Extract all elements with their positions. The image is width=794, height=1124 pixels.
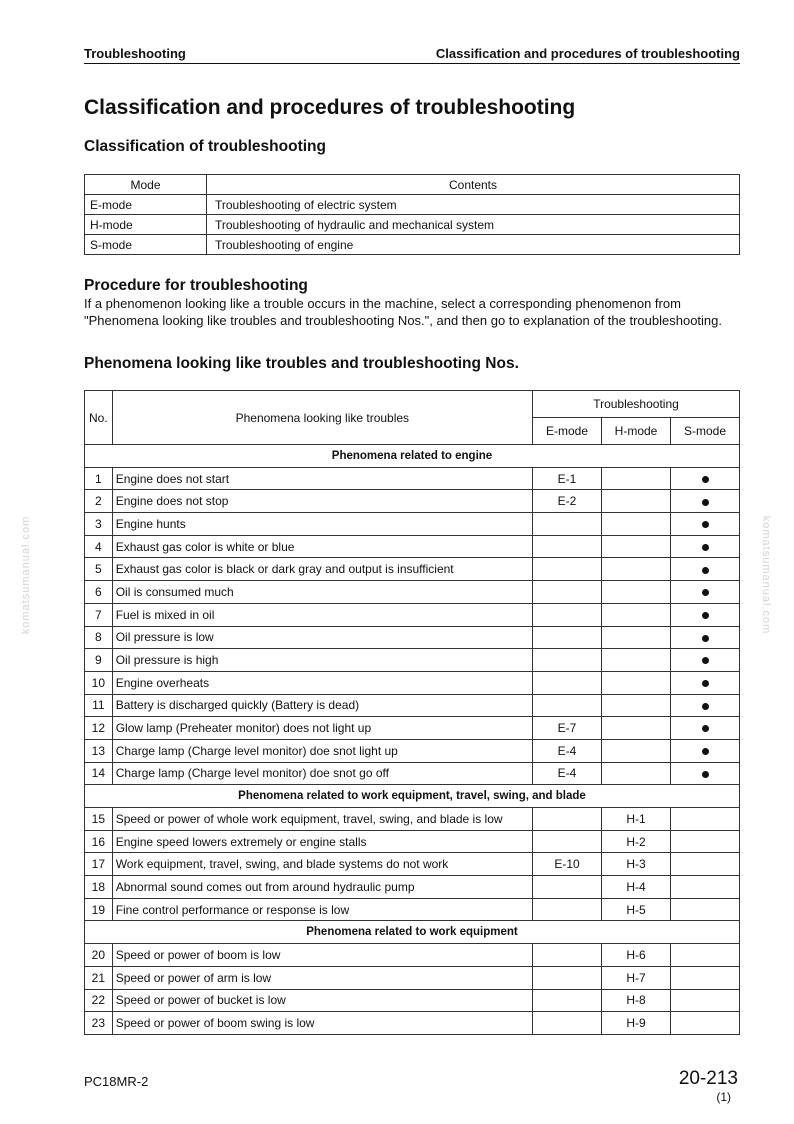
table-row — [85, 966, 740, 989]
applicable-dot-icon — [702, 476, 709, 483]
table-row — [85, 603, 740, 626]
table-row — [85, 558, 740, 581]
row-number: 18 — [85, 876, 113, 899]
classification-row — [85, 215, 740, 235]
table-row — [85, 989, 740, 1012]
contents-cell: Troubleshooting of electric system — [207, 195, 740, 215]
phenomenon-text: Glow lamp (Preheater monitor) does not light up — [112, 717, 532, 740]
h-mode-code — [602, 671, 671, 694]
row-number: 21 — [85, 966, 113, 989]
contents-cell: Troubleshooting of engine — [207, 235, 740, 255]
row-number: 20 — [85, 944, 113, 967]
s-mode-mark — [671, 989, 740, 1012]
row-number: 4 — [85, 535, 113, 558]
group-header-row — [85, 445, 740, 468]
applicable-dot-icon — [702, 567, 709, 574]
row-number: 2 — [85, 490, 113, 513]
h-mode-code: H-5 — [602, 898, 671, 921]
table-row — [85, 467, 740, 490]
column-header-no: No. — [85, 391, 113, 445]
applicable-dot-icon — [702, 725, 709, 732]
table-row — [85, 490, 740, 513]
table-row — [85, 830, 740, 853]
row-number: 1 — [85, 467, 113, 490]
phenomenon-text: Speed or power of arm is low — [112, 966, 532, 989]
h-mode-code: H-8 — [602, 989, 671, 1012]
table-row — [85, 649, 740, 672]
row-number: 10 — [85, 671, 113, 694]
phenomena-heading: Phenomena looking like troubles and troubleshooting Nos. — [84, 355, 519, 372]
e-mode-code — [533, 989, 602, 1012]
phenomenon-text: Engine hunts — [112, 513, 532, 536]
phenomenon-text: Speed or power of boom swing is low — [112, 1012, 532, 1035]
e-mode-code — [533, 876, 602, 899]
h-mode-code: H-9 — [602, 1012, 671, 1035]
row-number: 8 — [85, 626, 113, 649]
table-row — [85, 944, 740, 967]
phenomenon-text: Speed or power of bucket is low — [112, 989, 532, 1012]
row-number: 6 — [85, 581, 113, 604]
table-row — [85, 898, 740, 921]
table-row — [85, 535, 740, 558]
h-mode-code: H-6 — [602, 944, 671, 967]
s-mode-mark — [671, 490, 740, 513]
row-number: 22 — [85, 989, 113, 1012]
applicable-dot-icon — [702, 544, 709, 551]
s-mode-mark — [671, 853, 740, 876]
phenomenon-text: Fine control performance or response is low — [112, 898, 532, 921]
table-row — [85, 513, 740, 536]
phenomenon-text: Work equipment, travel, swing, and blade systems do not work — [112, 853, 532, 876]
h-mode-code — [602, 513, 671, 536]
h-mode-code — [602, 626, 671, 649]
header-section-name: Troubleshooting — [84, 46, 186, 61]
row-number: 17 — [85, 853, 113, 876]
h-mode-code — [602, 717, 671, 740]
group-title: Phenomena related to engine — [85, 445, 740, 468]
procedure-text: If a phenomenon looking like a trouble occurs in the machine, select a corresponding phenomenon from "Phenomena looking like troubles and troubleshooting Nos.", and then go to explanation of the troubleshooting. — [84, 296, 723, 328]
table-row — [85, 1012, 740, 1035]
h-mode-code — [602, 490, 671, 513]
row-number: 16 — [85, 830, 113, 853]
s-mode-mark — [671, 626, 740, 649]
footer-revision: (1) — [716, 1090, 731, 1104]
phenomenon-text: Oil is consumed much — [112, 581, 532, 604]
group-title: Phenomena related to work equipment, travel, swing, and blade — [85, 785, 740, 808]
table-row — [85, 581, 740, 604]
applicable-dot-icon — [702, 635, 709, 642]
h-mode-code: H-1 — [602, 808, 671, 831]
table-row — [85, 694, 740, 717]
s-mode-mark — [671, 876, 740, 899]
s-mode-mark — [671, 467, 740, 490]
e-mode-code — [533, 626, 602, 649]
s-mode-mark — [671, 535, 740, 558]
e-mode-code — [533, 694, 602, 717]
mode-cell: E-mode — [85, 195, 207, 215]
mode-cell: H-mode — [85, 215, 207, 235]
s-mode-mark — [671, 581, 740, 604]
table-row — [85, 808, 740, 831]
h-mode-code — [602, 649, 671, 672]
phenomenon-text: Battery is discharged quickly (Battery is dead) — [112, 694, 532, 717]
h-mode-code — [602, 762, 671, 785]
s-mode-mark — [671, 944, 740, 967]
row-number: 19 — [85, 898, 113, 921]
row-number: 9 — [85, 649, 113, 672]
s-mode-mark — [671, 762, 740, 785]
e-mode-code — [533, 1012, 602, 1035]
phenomenon-text: Exhaust gas color is white or blue — [112, 535, 532, 558]
group-header-row — [85, 785, 740, 808]
e-mode-code — [533, 898, 602, 921]
e-mode-code — [533, 944, 602, 967]
s-mode-mark — [671, 739, 740, 762]
h-mode-code: H-3 — [602, 853, 671, 876]
e-mode-code — [533, 808, 602, 831]
phenomenon-text: Charge lamp (Charge level monitor) doe snot light up — [112, 739, 532, 762]
s-mode-mark — [671, 898, 740, 921]
row-number: 14 — [85, 762, 113, 785]
watermark-right: komatsumanual.com — [760, 515, 772, 635]
s-mode-mark — [671, 1012, 740, 1035]
phenomenon-text: Charge lamp (Charge level monitor) doe snot go off — [112, 762, 532, 785]
phenomenon-text: Speed or power of boom is low — [112, 944, 532, 967]
table-row — [85, 876, 740, 899]
e-mode-code: E-1 — [533, 467, 602, 490]
applicable-dot-icon — [702, 499, 709, 506]
e-mode-code — [533, 966, 602, 989]
watermark-left: komatsumanual.com — [20, 515, 32, 635]
phenomena-table-body — [85, 445, 740, 1035]
s-mode-mark — [671, 808, 740, 831]
column-header-troubleshooting: Troubleshooting — [533, 391, 740, 418]
classification-row — [85, 195, 740, 215]
h-mode-code — [602, 467, 671, 490]
phenomenon-text: Fuel is mixed in oil — [112, 603, 532, 626]
e-mode-code — [533, 513, 602, 536]
s-mode-mark — [671, 671, 740, 694]
classification-table-body — [85, 195, 740, 255]
phenomenon-text: Speed or power of whole work equipment, travel, swing, and blade is low — [112, 808, 532, 831]
header-chapter-name: Classification and procedures of troubleshooting — [435, 46, 740, 61]
h-mode-code — [602, 535, 671, 558]
phenomenon-text: Oil pressure is low — [112, 626, 532, 649]
table-row — [85, 671, 740, 694]
applicable-dot-icon — [702, 771, 709, 778]
row-number: 15 — [85, 808, 113, 831]
table-row — [85, 626, 740, 649]
h-mode-code — [602, 694, 671, 717]
classification-header-row — [85, 175, 740, 195]
row-number: 13 — [85, 739, 113, 762]
applicable-dot-icon — [702, 589, 709, 596]
row-number: 7 — [85, 603, 113, 626]
column-header-mode: Mode — [85, 175, 207, 195]
footer-model: PC18MR-2 — [84, 1074, 149, 1089]
applicable-dot-icon — [702, 521, 709, 528]
table-row — [85, 762, 740, 785]
column-header-contents: Contents — [207, 175, 740, 195]
phenomenon-text: Engine speed lowers extremely or engine stalls — [112, 830, 532, 853]
s-mode-mark — [671, 513, 740, 536]
phenomena-header-row-1 — [85, 391, 740, 418]
s-mode-mark — [671, 717, 740, 740]
table-row — [85, 739, 740, 762]
table-row — [85, 853, 740, 876]
e-mode-code — [533, 581, 602, 604]
phenomenon-text: Oil pressure is high — [112, 649, 532, 672]
phenomenon-text: Engine overheats — [112, 671, 532, 694]
row-number: 3 — [85, 513, 113, 536]
h-mode-code: H-7 — [602, 966, 671, 989]
page-title: Classification and procedures of troubleshooting — [84, 96, 576, 119]
column-header-s-mode: S-mode — [671, 418, 740, 445]
row-number: 5 — [85, 558, 113, 581]
h-mode-code — [602, 558, 671, 581]
h-mode-code — [602, 603, 671, 626]
phenomenon-text: Exhaust gas color is black or dark gray and output is insufficient — [112, 558, 532, 581]
running-header — [84, 46, 740, 64]
phenomenon-text: Engine does not start — [112, 467, 532, 490]
column-header-phenomena: Phenomena looking like troubles — [112, 391, 532, 445]
e-mode-code — [533, 535, 602, 558]
column-header-h-mode: H-mode — [602, 418, 671, 445]
s-mode-mark — [671, 603, 740, 626]
s-mode-mark — [671, 558, 740, 581]
phenomenon-text: Engine does not stop — [112, 490, 532, 513]
procedure-heading: Procedure for troubleshooting — [84, 277, 308, 294]
group-title: Phenomena related to work equipment — [85, 921, 740, 944]
row-number: 23 — [85, 1012, 113, 1035]
group-header-row — [85, 921, 740, 944]
e-mode-code — [533, 649, 602, 672]
applicable-dot-icon — [702, 612, 709, 619]
e-mode-code: E-7 — [533, 717, 602, 740]
h-mode-code: H-4 — [602, 876, 671, 899]
s-mode-mark — [671, 966, 740, 989]
s-mode-mark — [671, 830, 740, 853]
column-header-e-mode: E-mode — [533, 418, 602, 445]
row-number: 12 — [85, 717, 113, 740]
e-mode-code — [533, 671, 602, 694]
applicable-dot-icon — [702, 657, 709, 664]
e-mode-code: E-4 — [533, 739, 602, 762]
h-mode-code — [602, 739, 671, 762]
e-mode-code — [533, 603, 602, 626]
h-mode-code — [602, 581, 671, 604]
e-mode-code — [533, 830, 602, 853]
applicable-dot-icon — [702, 703, 709, 710]
h-mode-code: H-2 — [602, 830, 671, 853]
phenomenon-text: Abnormal sound comes out from around hydraulic pump — [112, 876, 532, 899]
classification-row — [85, 235, 740, 255]
applicable-dot-icon — [702, 680, 709, 687]
contents-cell: Troubleshooting of hydraulic and mechanical system — [207, 215, 740, 235]
row-number: 11 — [85, 694, 113, 717]
s-mode-mark — [671, 649, 740, 672]
applicable-dot-icon — [702, 748, 709, 755]
footer-page-number: 20-213 — [678, 1068, 738, 1089]
s-mode-mark — [671, 694, 740, 717]
e-mode-code: E-4 — [533, 762, 602, 785]
classification-heading: Classification of troubleshooting — [84, 138, 326, 155]
e-mode-code: E-2 — [533, 490, 602, 513]
phenomena-table — [84, 390, 740, 1035]
mode-cell: S-mode — [85, 235, 207, 255]
e-mode-code — [533, 558, 602, 581]
table-row — [85, 717, 740, 740]
classification-table — [84, 174, 740, 255]
e-mode-code: E-10 — [533, 853, 602, 876]
